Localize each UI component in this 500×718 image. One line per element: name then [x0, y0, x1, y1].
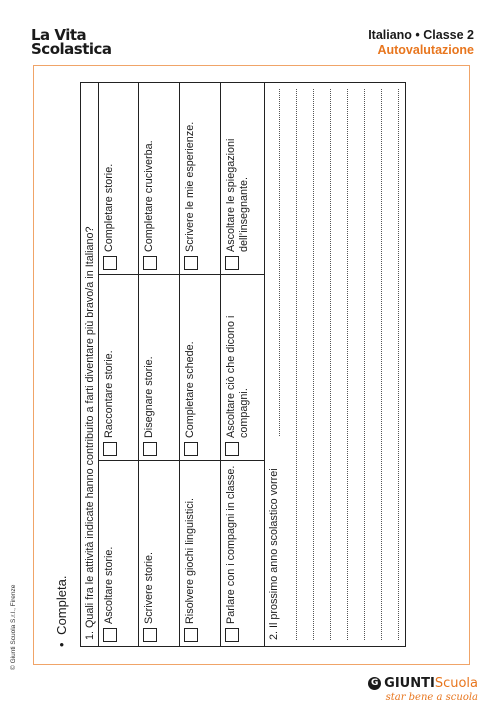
question1-row	[81, 83, 99, 646]
answer-line[interactable]	[279, 89, 280, 436]
checkbox[interactable]	[184, 256, 198, 270]
bullet-icon: •	[54, 642, 69, 647]
activities-table	[80, 82, 406, 647]
table-row	[99, 83, 139, 646]
instruction	[54, 576, 69, 647]
activity-cell[interactable]: Risolvere giochi linguistici.	[180, 460, 220, 646]
checkbox[interactable]	[143, 442, 157, 456]
checkbox[interactable]	[225, 256, 239, 270]
worksheet-content	[54, 82, 414, 647]
answer-line[interactable]	[398, 89, 399, 640]
table-row	[221, 83, 265, 646]
giunti-g-icon: G	[368, 677, 381, 690]
activity-cell[interactable]: Scrivere le mie esperienze.	[180, 83, 220, 274]
checkbox[interactable]	[143, 256, 157, 270]
brand	[358, 676, 478, 691]
activity-cell[interactable]: Ascoltare ciò che dicono i compagni.	[221, 274, 264, 460]
logo-line-2: Scolastica	[31, 40, 112, 58]
activity-cell[interactable]: Completare storie.	[99, 83, 138, 274]
answer-line[interactable]	[347, 89, 348, 640]
section-title: Autovalutazione	[377, 43, 474, 57]
answer-line[interactable]	[313, 89, 314, 640]
question1-text: 1. Quali fra le attività indicate hanno contribuito a farti diventare più bravo/a in Italiano?	[84, 226, 96, 640]
checkbox[interactable]	[103, 628, 117, 642]
activity-cell[interactable]: Completare cruciverba.	[139, 83, 179, 274]
checkbox[interactable]	[184, 442, 198, 456]
answer-line[interactable]	[381, 89, 382, 640]
checkbox[interactable]	[184, 628, 198, 642]
copyright-notice: © Giunti Scuola S.r.l., Firenze	[10, 584, 17, 670]
brand-name-b: Scuola	[434, 676, 478, 691]
checkbox[interactable]	[225, 628, 239, 642]
page-header	[368, 28, 474, 57]
instruction-text: Completa.	[54, 575, 69, 635]
checkbox[interactable]	[143, 628, 157, 642]
activity-cell[interactable]: Ascoltare storie.	[99, 460, 138, 646]
table-row	[180, 83, 221, 646]
brand-name-a: GIUNTI	[384, 676, 435, 691]
publisher-logo	[358, 676, 478, 703]
answer-line[interactable]	[296, 89, 297, 640]
activity-cell[interactable]: Disegnare storie.	[139, 274, 179, 460]
subject-class: Italiano • Classe 2	[368, 28, 474, 42]
activity-cell[interactable]: Scrivere storie.	[139, 460, 179, 646]
activity-cell[interactable]: Ascoltare le spiegazioni dell’insegnante.	[221, 83, 264, 274]
logo-line-1: La Vita	[31, 26, 87, 44]
answer-line[interactable]	[364, 89, 365, 640]
checkbox[interactable]	[103, 256, 117, 270]
answer-line[interactable]	[330, 89, 331, 640]
question2-text: 2. Il prossimo anno scolastico vorrei	[268, 468, 280, 640]
table-row	[139, 83, 180, 646]
magazine-logo	[31, 28, 131, 56]
checkbox[interactable]	[225, 442, 239, 456]
activity-cell[interactable]: Parlare con i compagni in classe.	[221, 460, 264, 646]
activity-cell[interactable]: Completare schede.	[180, 274, 220, 460]
brand-tagline: star bene a scuola	[385, 692, 478, 703]
checkbox[interactable]	[103, 442, 117, 456]
question2-section	[265, 83, 405, 646]
activity-cell[interactable]: Raccontare storie.	[99, 274, 138, 460]
